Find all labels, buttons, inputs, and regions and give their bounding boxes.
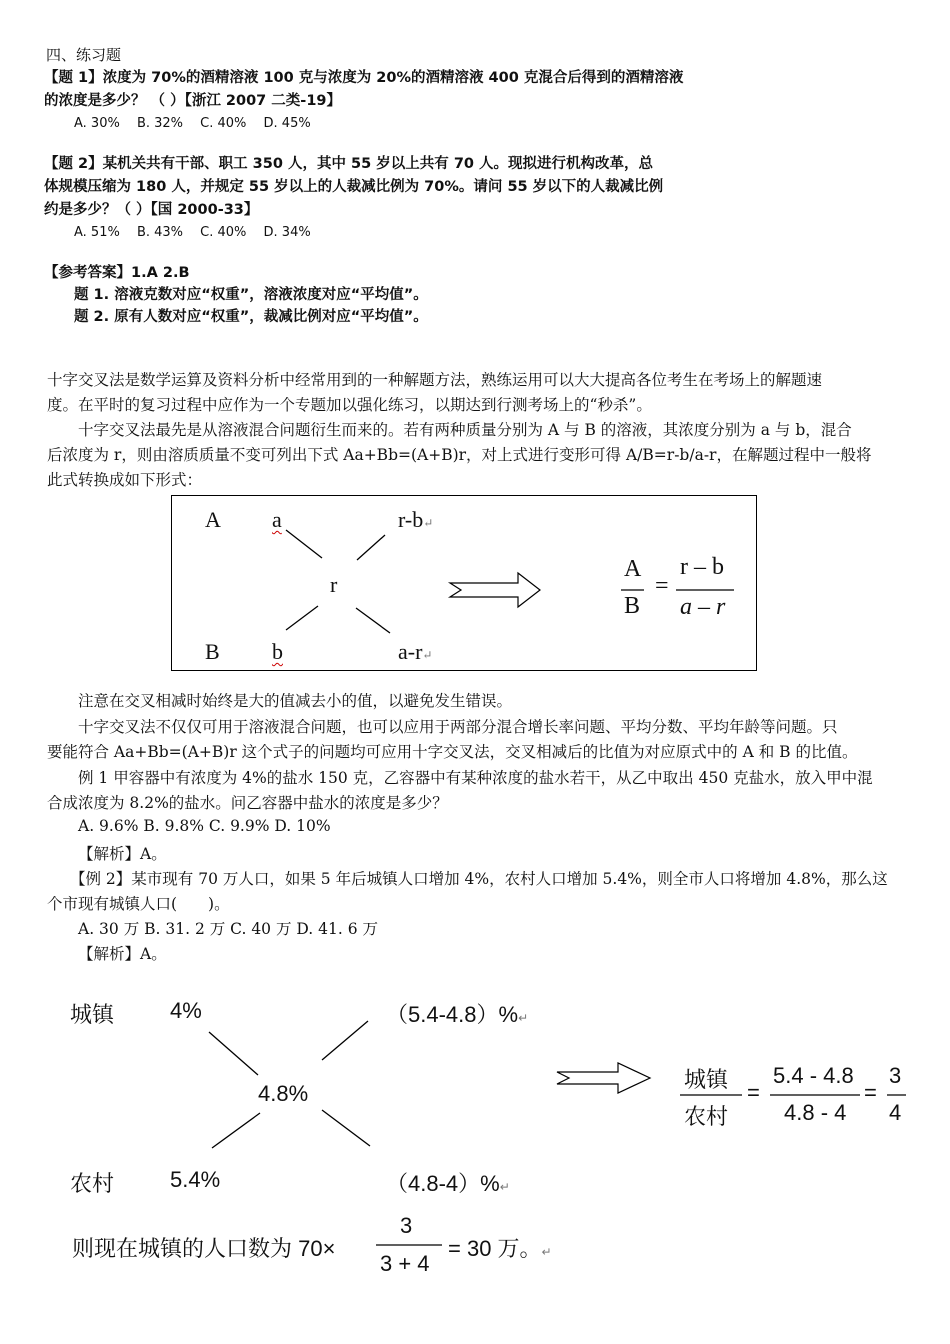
label-A: A [205,507,221,532]
label-bottom-right: （4.8-4）%↵ [386,1171,510,1196]
p2-line3: 此式转换成如下形式： [47,471,203,489]
label-b: b [272,639,283,664]
paragraph-mark-icon: ↵ [422,648,433,662]
conclusion-num: 3 [400,1213,413,1238]
frac-right-den: a – r [680,594,726,620]
label-town: 城镇 [70,1002,115,1027]
ex1-line1: 例 1 甲容器中有浓度为 4%的盐水 150 克，乙容器中有某种浓度的盐水若干，从乙中取出 450 克盐水，放入甲中混 [78,769,873,787]
frac-equals: = [655,573,669,599]
conclusion-prefix: 则现在城镇的人口数为 70× [72,1236,336,1261]
paragraph-mark-icon: ↵ [423,516,434,530]
ex2-line1: 【例 2】某市现有 70 万人口，如果 5 年后城镇人口增加 4%，农村人口增加 5.4%，则全市人口将增加 4.8%，那么这 [70,870,888,888]
q1-line2: 的浓度是多少？ （ ）【浙江 2007 二类-19】 [44,93,341,109]
frac1-num: 城镇 [684,1067,729,1092]
ex1-analysis: 【解析】A。 [78,845,167,863]
frac-right-num: r – b [680,554,724,580]
cross-line [286,606,318,630]
p4-line2: 要能符合 Aa+Bb=(A+B)r 这个式子的问题均可应用十字交叉法，交叉相减后的比值为对应原式中的 A 和 B 的比值。 [47,743,858,761]
ex2-line2: 个市现有城镇人口( )。 [47,895,230,913]
cross-line [357,535,385,560]
conclusion-den: 3 + 4 [380,1251,430,1276]
q1-options: A. 30% B. 32% C. 40% D. 45% [74,116,311,131]
paragraph-mark-icon: ↵ [499,1180,510,1194]
label-rural-rate: 5.4% [170,1167,221,1192]
frac3-num: 3 [889,1063,902,1088]
p2-line1: 十字交叉法最先是从溶液混合问题衍生而来的。若有两种质量分别为 A 与 B 的溶液，其浓度分别为 a 与 b，混合 [78,421,852,439]
label-r-minus-b: r-b↵ [398,507,434,532]
frac-left-den: B [624,593,641,619]
q1-line1: 【题 1】浓度为 70%的酒精溶液 100 克与浓度为 20%的酒精溶液 400 克混合后得到的酒精溶液 [44,70,684,86]
conclusion-suffix: = 30 万。↵ [448,1236,552,1261]
answers-line2: 题 2. 原有人数对应“权重”，裁减比例对应“平均值”。 [74,309,428,325]
ex1-options: A. 9.6% B. 9.8% C. 9.9% D. 10% [78,817,331,835]
label-top-right: （5.4-4.8）%↵ [386,1002,529,1027]
frac1-den: 农村 [684,1104,729,1129]
cross-line [209,1032,258,1075]
p1-line1: 十字交叉法是数学运算及资料分析中经常用到的一种解题方法，熟练运用可以大大提高各位考生在考场上的解题速 [47,371,823,389]
right-arrow-icon [557,1063,650,1093]
q2-line3: 约是多少？（ ）【国 2000-33】 [44,202,259,218]
label-B: B [205,639,220,664]
eq2: = [864,1080,877,1105]
label-a-minus-r: a-r↵ [398,639,433,664]
p2-line2: 后浓度为 r，则由溶质质量不变可列出下式 Aa+Bb=(A+B)r，对上式进行变形可得 A/B=r-b/a-r，在解题过程中一般将 [47,446,872,464]
cross-line [322,1110,370,1146]
right-arrow-icon [450,573,540,607]
label-rural: 农村 [70,1171,115,1196]
label-town-rate: 4% [170,998,202,1023]
cross-line [356,608,390,633]
label-center: 4.8% [258,1081,309,1106]
cross-line [322,1021,368,1060]
frac2-den: 4.8 - 4 [784,1100,847,1125]
q2-line1: 【题 2】某机关共有干部、职工 350 人，其中 55 岁以上共有 70 人。现拟进行机构改革，总 [44,156,654,172]
label-a: a [272,507,282,532]
frac3-den: 4 [889,1100,902,1125]
cross-line [286,530,322,558]
ex1-line2: 合成浓度为 8.2%的盐水。问乙容器中盐水的浓度是多少？ [47,794,448,812]
p1-line2: 度。在平时的复习过程中应作为一个专题加以强化练习，以期达到行测考场上的“秒杀”。 [47,396,652,414]
answers-line1: 题 1. 溶液克数对应“权重”，溶液浓度对应“平均值”。 [74,287,428,303]
p4-line1: 十字交叉法不仅仅可用于溶液混合问题，也可以应用于两部分混合增长率问题、平均分数、平均年龄等问题。只 [78,718,838,736]
eq1: = [747,1080,760,1105]
ex2-analysis: 【解析】A。 [78,945,167,963]
label-r: r [330,572,338,597]
cross-line [212,1113,260,1148]
q2-options: A. 51% B. 43% C. 40% D. 34% [74,225,311,240]
q2-line2: 体规模压缩为 180 人，并规定 55 岁以上的人裁减比例为 70%。请问 55 岁以下的人裁减比例 [44,179,664,195]
paragraph-mark-icon: ↵ [518,1011,529,1025]
paragraph-mark-icon: ↵ [541,1245,552,1259]
ex2-options: A. 30 万 B. 31. 2 万 C. 40 万 D. 41. 6 万 [78,920,378,938]
p3: 注意在交叉相减时始终是大的值减去小的值，以避免发生错误。 [78,692,513,710]
answers-title: 【参考答案】1.A 2.B [44,265,190,281]
section-title: 四、练习题 [46,46,122,64]
frac2-num: 5.4 - 4.8 [773,1063,854,1088]
frac-left-num: A [624,556,642,582]
